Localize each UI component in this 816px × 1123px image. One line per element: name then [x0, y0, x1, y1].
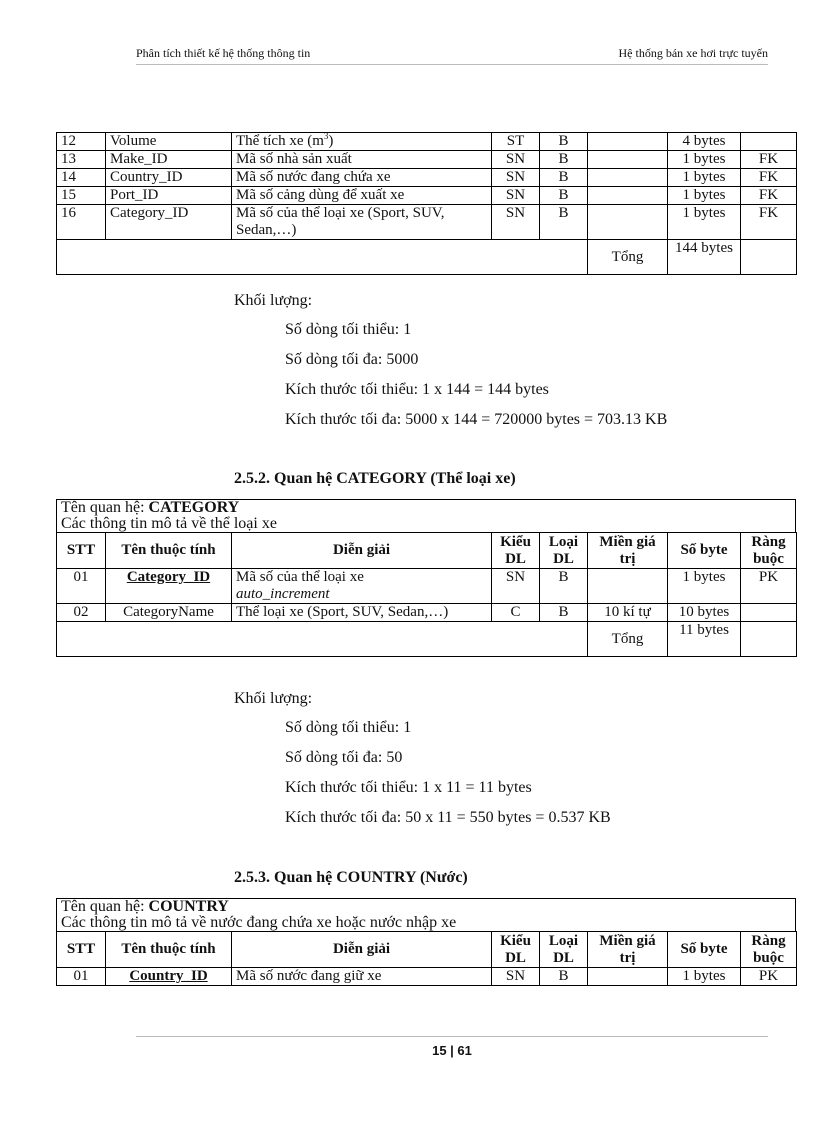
table-row: 01 Category_ID Mã số của thể loại xe auto_increment SN B 1 bytes PK [57, 569, 797, 604]
cell-name: Volume [106, 133, 232, 151]
cell-size: 1 bytes [668, 169, 741, 187]
cell-constraint: FK [741, 169, 797, 187]
country-relation [56, 898, 796, 986]
table-row [57, 169, 797, 187]
primary-key: Category_ID [126, 569, 211, 585]
col-size: Số byte [668, 533, 741, 569]
col-kind: Loại DL [540, 533, 588, 569]
volume-line: Số dòng tối đa: 5000 [285, 351, 419, 368]
cell-stt: 13 [57, 151, 106, 169]
cell-type: SN [492, 169, 540, 187]
cell-constraint: FK [741, 187, 797, 205]
page-number: 15 | 61 [136, 1036, 768, 1058]
table-country [56, 931, 797, 986]
table-car-continued [56, 132, 797, 275]
header-right: Hệ thống bán xe hơi trực tuyến [618, 46, 768, 60]
total-row [57, 240, 797, 275]
cell-domain [588, 151, 668, 169]
cell-kind: B [540, 187, 588, 205]
cell-type: SN [492, 205, 540, 240]
volume-line: Số dòng tối thiểu: 1 [285, 321, 412, 338]
volume-title: Khối lượng: [234, 292, 313, 309]
col-stt: STT [57, 533, 106, 569]
volume-title: Khối lượng: [234, 690, 313, 707]
volume-line: Kích thước tối thiểu: 1 x 11 = 11 bytes [285, 779, 532, 796]
cell-type: ST [492, 133, 540, 151]
volume-line: Số dòng tối đa: 50 [285, 749, 403, 766]
cell-constraint [741, 133, 797, 151]
cell-size: 1 bytes [668, 187, 741, 205]
volume-line: Kích thước tối đa: 50 x 11 = 550 bytes = 0.537 KB [285, 809, 611, 826]
table-header: STT Tên thuộc tính Diễn giải Kiểu DL Loại DL Miền giá trị Số byte Ràng buộc [57, 932, 797, 968]
relation-description: Các thông tin mô tả về thể loại xe [61, 515, 277, 532]
col-constraint: Ràng buộc [741, 533, 797, 569]
page-header [136, 46, 768, 65]
cell-type: SN [492, 187, 540, 205]
cell-name: Port_ID [106, 187, 232, 205]
table-row [57, 133, 797, 151]
cell-size: 4 bytes [668, 133, 741, 151]
cell-constraint: FK [741, 151, 797, 169]
cell-size: 1 bytes [668, 151, 741, 169]
col-type: Kiểu DL [492, 533, 540, 569]
relation-header: Tên quan hệ: COUNTRY Các thông tin mô tả về nước đang chứa xe hoặc nước nhập xe [56, 898, 796, 932]
total-value: 11 bytes [668, 622, 741, 657]
table-row: 02 CategoryName Thể loại xe (Sport, SUV, Sedan,…) C B 10 kí tự 10 bytes [57, 604, 797, 622]
cell-kind: B [540, 133, 588, 151]
col-name: Tên thuộc tính [106, 533, 232, 569]
table-row [57, 205, 797, 240]
volume-line: Kích thước tối đa: 5000 x 144 = 720000 bytes = 703.13 KB [285, 411, 668, 428]
category-relation [56, 499, 796, 657]
volume-line: Kích thước tối thiểu: 1 x 144 = 144 bytes [285, 381, 549, 398]
cell-desc: Mã số nhà sản xuất [232, 151, 492, 169]
table-row [57, 151, 797, 169]
cell-domain [588, 133, 668, 151]
cell-stt: 16 [57, 205, 106, 240]
cell-name: Country_ID [106, 169, 232, 187]
volume-line: Số dòng tối thiểu: 1 [285, 719, 412, 736]
cell-stt: 12 [57, 133, 106, 151]
cell-domain [588, 205, 668, 240]
cell-kind: B [540, 169, 588, 187]
table-header [57, 533, 797, 569]
relation-header: Tên quan hệ: CATEGORY Các thông tin mô tả về thể loại xe [56, 499, 796, 533]
cell-desc: Mã số nước đang chứa xe [232, 169, 492, 187]
primary-key: Country_ID [129, 968, 208, 984]
section-heading-country: 2.5.3. Quan hệ COUNTRY (Nước) [234, 869, 468, 886]
cell-kind: B [540, 205, 588, 240]
cell-stt: 15 [57, 187, 106, 205]
col-domain: Miền giá trị [588, 533, 668, 569]
total-label: Tổng [588, 240, 668, 275]
cell-desc: Mã số cảng dùng để xuất xe [232, 187, 492, 205]
table-row [57, 187, 797, 205]
cell-name: Make_ID [106, 151, 232, 169]
cell-size: 1 bytes [668, 205, 741, 240]
cell-type: SN [492, 151, 540, 169]
cell-constraint: FK [741, 205, 797, 240]
header-left: Phân tích thiết kế hệ thống thông tin [136, 46, 311, 60]
table-row: 01 Country_ID Mã số nước đang giữ xe SN B 1 bytes PK [57, 968, 797, 986]
total-value: 144 bytes [668, 240, 741, 275]
table-category [56, 532, 797, 657]
cell-domain [588, 187, 668, 205]
cell-name: Category_ID [106, 205, 232, 240]
relation-description: Các thông tin mô tả về nước đang chứa xe hoặc nước nhập xe [61, 914, 457, 931]
total-row [57, 622, 797, 657]
total-label: Tổng [588, 622, 668, 657]
cell-desc: Thể tích xe $(m^3)$ [232, 133, 492, 151]
cell-domain [588, 169, 668, 187]
cell-kind: B [540, 151, 588, 169]
cell-desc: Mã số của thể loại xe (Sport, SUV, Sedan,…) [232, 205, 492, 240]
col-desc: Diễn giải [232, 533, 492, 569]
section-heading-category: 2.5.2. Quan hệ CATEGORY (Thể loại xe) [234, 470, 516, 487]
cell-stt: 14 [57, 169, 106, 187]
